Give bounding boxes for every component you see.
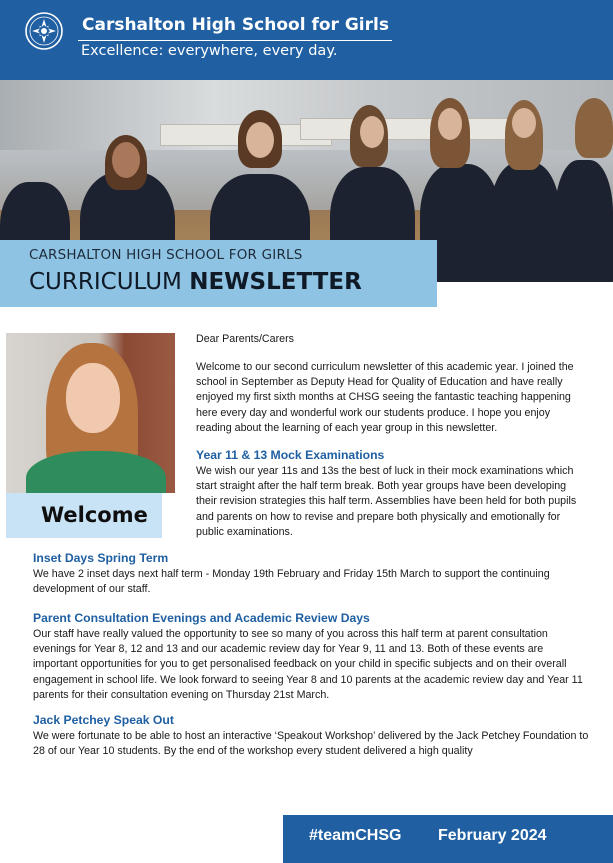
salutation: Dear Parents/Carers <box>196 333 295 345</box>
title-school-name: CARSHALTON HIGH SCHOOL FOR GIRLS <box>29 247 303 263</box>
photo-student-head <box>112 142 140 178</box>
newsletter-title-box <box>0 240 437 307</box>
intro-paragraph: Welcome to our second curriculum newsletter of this academic year. I joined the school in September as Deputy Head for Quality of Education and have really enjoyed my first sixth months at CHSG seeing the fantastic teaching happening here every day and wonderful work our students produce. I hope you enjoy reading about the learning of each year group in this newsletter. <box>196 361 574 434</box>
photo-student-hair <box>575 98 613 158</box>
title-bold: NEWSLETTER <box>189 269 362 295</box>
photo-student-head <box>438 108 462 140</box>
section-heading: Inset Days Spring Term <box>33 551 169 565</box>
section-body: We wish our year 11s and 13s the best of luck in their mock examinations which start straight after the half term break. Both year groups have been developing their revision strategies this half term. Assemblies have been held for both pupils and parents on how to revise and prepare both physically and emotionally for public examinations. <box>196 465 577 538</box>
newsletter-title <box>29 269 362 295</box>
title-regular: CURRICULUM <box>29 269 190 295</box>
section-heading: Jack Petchey Speak Out <box>33 713 174 727</box>
footer-hashtag: #teamCHSG <box>309 827 402 844</box>
school-crest-icon <box>24 11 64 51</box>
footer-date: February 2024 <box>438 827 547 844</box>
section-body: Our staff have really valued the opportunity to see so many of you across this half term at parent consultation evenings for Year 8, 12 and 13 and our academic review day for Year 9, 11 and 13. Both of these events are important opportunities for you to get personalised feedback on your child in specific subjects and on their overall engagement in school life. We look forward to seeing Year 8 and 10 parents at the academic review day and Year 11 parents for their consultation evening on Thursday 21st March. <box>33 628 583 701</box>
masthead <box>0 0 613 80</box>
section-body: We have 2 inset days next half term - Monday 19th February and Friday 15th March to support the continuing development of our staff. <box>33 568 550 596</box>
portrait-shirt <box>26 451 166 493</box>
header-divider <box>78 40 392 41</box>
photo-student <box>490 162 560 282</box>
photo-student-head <box>246 122 274 158</box>
photo-student-head <box>512 108 536 138</box>
photo-desk <box>300 118 512 140</box>
school-motto: Excellence: everywhere, every day. <box>81 43 338 59</box>
photo-student <box>555 160 613 282</box>
welcome-label: Welcome <box>41 503 148 527</box>
portrait-face <box>66 363 120 433</box>
section-heading: Year 11 & 13 Mock Examinations <box>196 448 385 462</box>
school-name: Carshalton High School for Girls <box>82 15 389 35</box>
section-heading: Parent Consultation Evenings and Academic Review Days <box>33 611 370 625</box>
section-body: We were fortunate to be able to host an interactive ‘Speakout Workshop’ delivered by the Jack Petchey Foundation to 28 of our Year 10 students. By the end of the workshop every student delivered a high quality <box>33 730 589 758</box>
footer-banner <box>283 815 613 863</box>
photo-student-head <box>360 116 384 148</box>
deputy-head-portrait <box>6 333 175 493</box>
